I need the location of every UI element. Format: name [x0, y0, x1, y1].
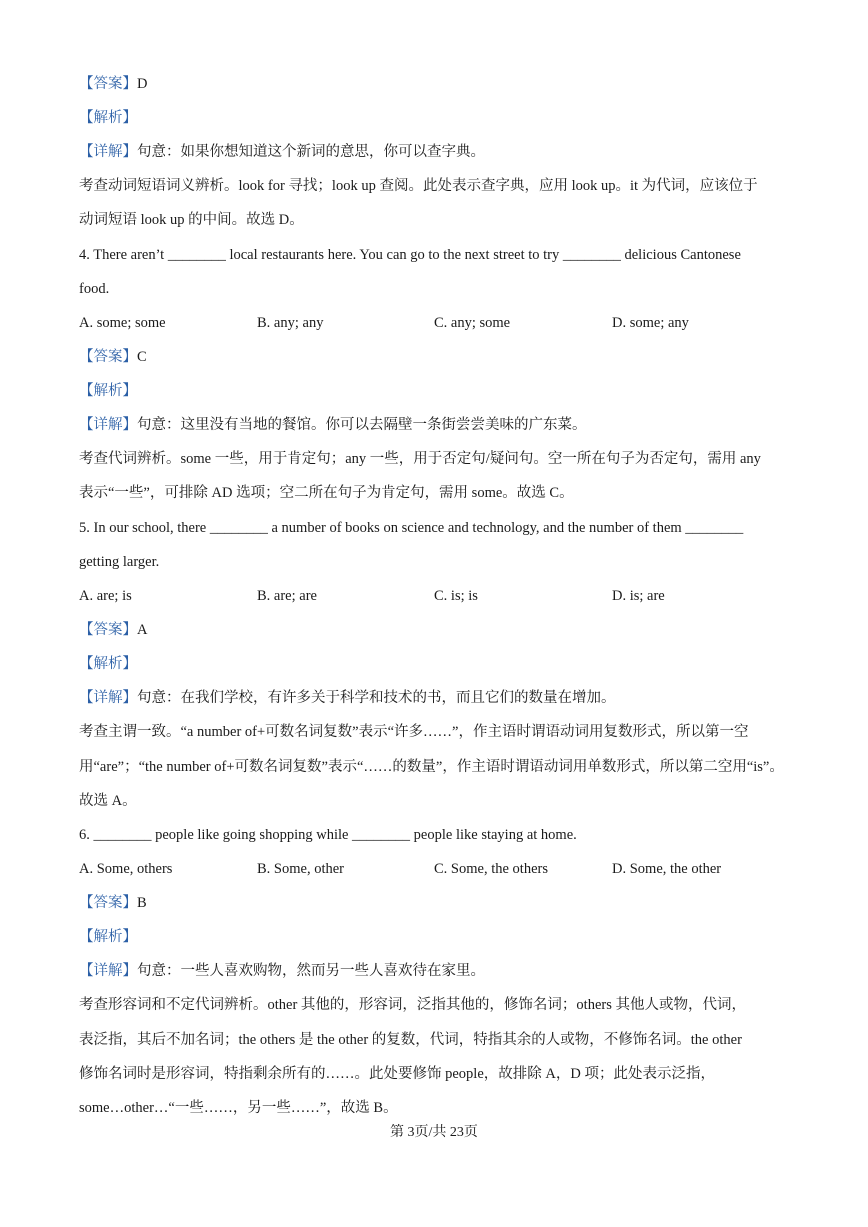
explanation-line: 用“are”；“the number of+可数名词复数”表示“……的数量”，作主语时谓语动词用单数形式，所以第二空用“is”。	[79, 759, 784, 775]
answer-line	[79, 893, 808, 913]
question-6-options	[79, 859, 799, 879]
explanation-line: 考查代词辨析。some 一些，用于肯定句；any 一些，用于否定句/疑问句。空一所在句子为否定句，需用 any	[79, 451, 761, 467]
question-4-text: 4. There aren’t ________ local restaurants here. You can go to the next street to try ________ delicious Cantonese	[79, 247, 741, 263]
explanation-line: 表泛指，其后不加名词；the others 是 the other 的复数，代词，特指其余的人或物，不修饰名词。the other	[79, 1032, 742, 1048]
option-b: B. are; are	[257, 588, 317, 604]
option-b: B. Some, other	[257, 861, 344, 877]
section-label: 【详解】	[79, 417, 137, 433]
question-5-text: 5. In our school, there ________ a number of books on science and technology, and the number of them ________	[79, 520, 744, 536]
explanation-line	[79, 415, 808, 435]
explanation-line: 修饰名词时是形容词，特指剩余所有的……。此处要修饰 people，故排除 A，D 项；此处表示泛指，	[79, 1066, 715, 1082]
option-a: A. Some, others	[79, 861, 173, 877]
question-6-text: 6. ________ people like going shopping while ________ people like staying at home.	[79, 827, 577, 843]
section-text: 句意：一些人喜欢购物，然而另一些人喜欢待在家里。	[137, 963, 485, 979]
explanation-line: 故选 A。	[79, 793, 137, 809]
question-5-options	[79, 586, 799, 606]
explanation-line	[79, 142, 808, 162]
section-label: 【解析】	[79, 929, 137, 945]
option-d: D. Some, the other	[612, 861, 722, 877]
question-4-options	[79, 313, 799, 333]
section-label: 【解析】	[79, 383, 137, 399]
explanation-line: 动词短语 look up 的中间。故选 D。	[79, 212, 304, 228]
option-c: C. any; some	[434, 315, 511, 331]
option-b: B. any; any	[257, 315, 324, 331]
section-text: B	[137, 895, 147, 911]
section-text: D	[137, 76, 148, 92]
answer-line	[79, 347, 808, 367]
section-label: 【详解】	[79, 963, 137, 979]
section-label: 【答案】	[79, 622, 137, 638]
section-label: 【解析】	[79, 110, 137, 126]
analysis-label	[79, 654, 808, 674]
question-4-text: food.	[79, 281, 110, 297]
option-c: C. Some, the others	[434, 861, 548, 877]
explanation-line	[79, 688, 808, 708]
explanation-line: 考查动词短语词义辨析。look for 寻找；look up 查阅。此处表示查字典，应用 look up。it 为代词，应该位于	[79, 178, 758, 194]
option-a: A. some; some	[79, 315, 166, 331]
section-label: 【详解】	[79, 690, 137, 706]
section-label: 【解析】	[79, 656, 137, 672]
option-d: D. some; any	[612, 315, 689, 331]
explanation-line: 考查形容词和不定代词辨析。other 其他的，形容词，泛指其他的，修饰名词；others 其他人或物，代词，	[79, 997, 746, 1013]
explanation-line: some…other…“一些……，另一些……”，故选 B。	[79, 1100, 398, 1116]
explanation-line: 表示“一些”，可排除 AD 选项；空二所在句子为肯定句，需用 some。故选 C。	[79, 485, 574, 501]
section-label: 【详解】	[79, 144, 137, 160]
option-c: C. is; is	[434, 588, 478, 604]
question-5-text: getting larger.	[79, 554, 160, 570]
explanation-line	[79, 961, 808, 981]
option-d: D. is; are	[612, 588, 665, 604]
answer-line	[79, 74, 808, 94]
section-text: 句意：这里没有当地的餐馆。你可以去隔壁一条街尝尝美味的广东菜。	[137, 417, 587, 433]
section-label: 【答案】	[79, 895, 137, 911]
section-label: 【答案】	[79, 349, 137, 365]
analysis-label	[79, 381, 808, 401]
section-text: 句意：在我们学校，有许多关于科学和技术的书，而且它们的数量在增加。	[137, 690, 616, 706]
option-a: A. are; is	[79, 588, 132, 604]
section-text: C	[137, 349, 147, 365]
section-text: A	[137, 622, 148, 638]
analysis-label	[79, 927, 808, 947]
analysis-label	[79, 108, 808, 128]
explanation-line: 考查主谓一致。“a number of+可数名词复数”表示“许多……”，作主语时谓语动词用复数形式，所以第一空	[79, 724, 749, 740]
page-footer: 第 3页/共 23页	[390, 1125, 478, 1140]
section-text: 句意：如果你想知道这个新词的意思，你可以查字典。	[137, 144, 485, 160]
section-label: 【答案】	[79, 76, 137, 92]
answer-line	[79, 620, 808, 640]
